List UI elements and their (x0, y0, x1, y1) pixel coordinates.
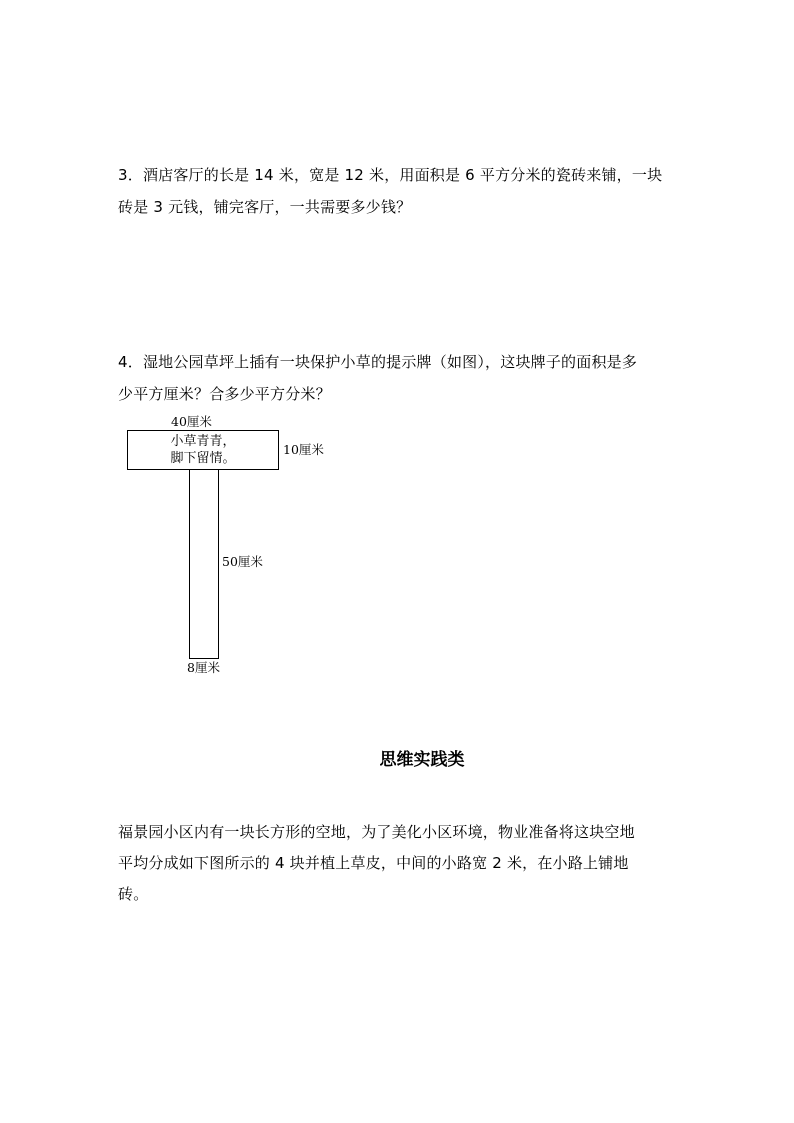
practice-line-1: 福景园小区内有一块长方形的空地，为了美化小区环境，物业准备将这块空地 (118, 823, 635, 841)
top-width-label: 40厘米 (171, 414, 212, 429)
post-height-label: 50厘米 (222, 554, 263, 569)
sign-post (189, 468, 219, 659)
question-3-line-1: 3．酒店客厅的长是 14 米，宽是 12 米，用面积是 6 平方分米的瓷砖来铺，一块 (118, 166, 663, 184)
question-3-line-2: 砖是 3 元钱，铺完客厅，一共需要多少钱？ (118, 198, 412, 216)
top-height-label: 10厘米 (283, 442, 324, 457)
sign-text-line-2: 脚下留情。 (170, 451, 236, 466)
question-4-line-2: 少平方厘米？合多少平方分米？ (118, 385, 331, 403)
sign-text-line-1: 小草青青， (170, 434, 236, 449)
practice-line-3: 砖。 (118, 885, 149, 903)
question-4-line-1: 4．湿地公园草坪上插有一块保护小草的提示牌（如图），这块牌子的面积是多 (118, 353, 638, 371)
section-heading: 思维实践类 (379, 750, 465, 770)
practice-line-2: 平均分成如下图所示的 4 块并植上草皮，中间的小路宽 2 米，在小路上铺地 (118, 854, 629, 872)
post-width-label: 8厘米 (187, 660, 220, 675)
